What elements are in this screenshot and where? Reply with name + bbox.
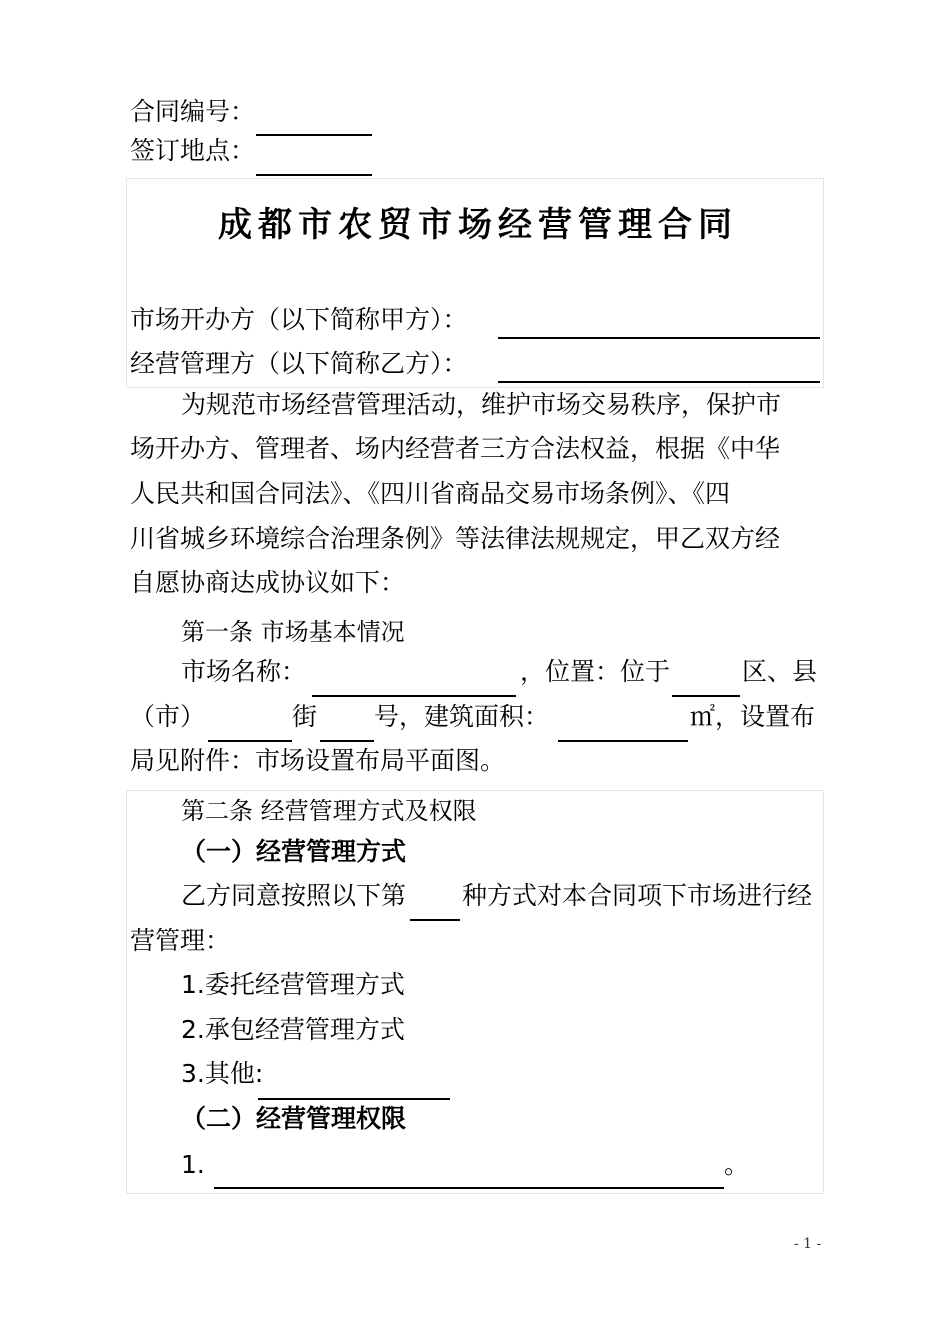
area-field[interactable] [558, 740, 688, 742]
method-line-end: 种方式对本合同项下市场进行经 [462, 881, 813, 910]
option-other: 3.其他: [181, 1059, 264, 1088]
street-label: 街 [292, 702, 318, 731]
authority-item-field[interactable] [214, 1187, 724, 1189]
city-label: （市） [130, 702, 206, 731]
street-field[interactable] [320, 740, 374, 742]
district-field[interactable] [672, 695, 740, 697]
market-name-label: 市场名称： [181, 657, 307, 686]
number-label: 号，建筑面积： [374, 702, 550, 731]
authority-item-end: 。 [724, 1150, 750, 1179]
article1-heading: 第一条 市场基本情况 [181, 618, 405, 646]
preamble-line: 为规范市场经营管理活动，维护市场交易秩序，保护市 [181, 390, 782, 419]
sign-place-label: 签订地点： [130, 136, 256, 165]
option-contracted: 2.承包经营管理方式 [181, 1015, 405, 1044]
contract-no-field[interactable] [256, 134, 372, 136]
party-b-label: 经营管理方（以下简称乙方）： [130, 349, 468, 378]
section2-heading: （二）经营管理权限 [181, 1104, 407, 1133]
option-entrusted: 1.委托经营管理方式 [181, 970, 405, 999]
method-choice-field[interactable] [410, 919, 460, 921]
party-a-label: 市场开办方（以下简称甲方）： [130, 305, 468, 334]
authority-item-number: 1. [181, 1150, 205, 1179]
preamble-line: 人民共和国合同法》、《四川省商品交易市场条例》、《四 [130, 479, 731, 508]
location-label: ，位置：位于 [520, 657, 671, 686]
section1-heading: （一）经营管理方式 [181, 837, 407, 866]
market-name-field[interactable] [312, 695, 516, 697]
document-title: 成都市农贸市场经营管理合同 [218, 205, 738, 245]
layout-line: 局见附件：市场设置布局平面图。 [130, 746, 506, 775]
area-unit-label: ㎡，设置布 [690, 702, 816, 731]
city-field[interactable] [208, 740, 292, 742]
preamble-line: 自愿协商达成协议如下： [130, 568, 406, 597]
option-other-field[interactable] [258, 1098, 450, 1100]
district-label: 区、县 [742, 657, 818, 686]
sign-place-field[interactable] [256, 174, 372, 176]
article2-heading: 第二条 经营管理方式及权限 [181, 797, 477, 825]
party-b-field[interactable] [498, 381, 820, 383]
contract-no-label: 合同编号： [130, 97, 256, 126]
preamble-line: 场开办方、管理者、场内经营者三方合法权益，根据《中华 [130, 434, 781, 463]
party-a-field[interactable] [498, 337, 820, 339]
page-number: - 1 - [794, 1236, 822, 1252]
method-line-cont: 营管理： [130, 926, 231, 955]
method-line-start: 乙方同意按照以下第 [181, 881, 407, 910]
preamble-line: 川省城乡环境综合治理条例》等法律法规规定，甲乙双方经 [130, 524, 781, 553]
